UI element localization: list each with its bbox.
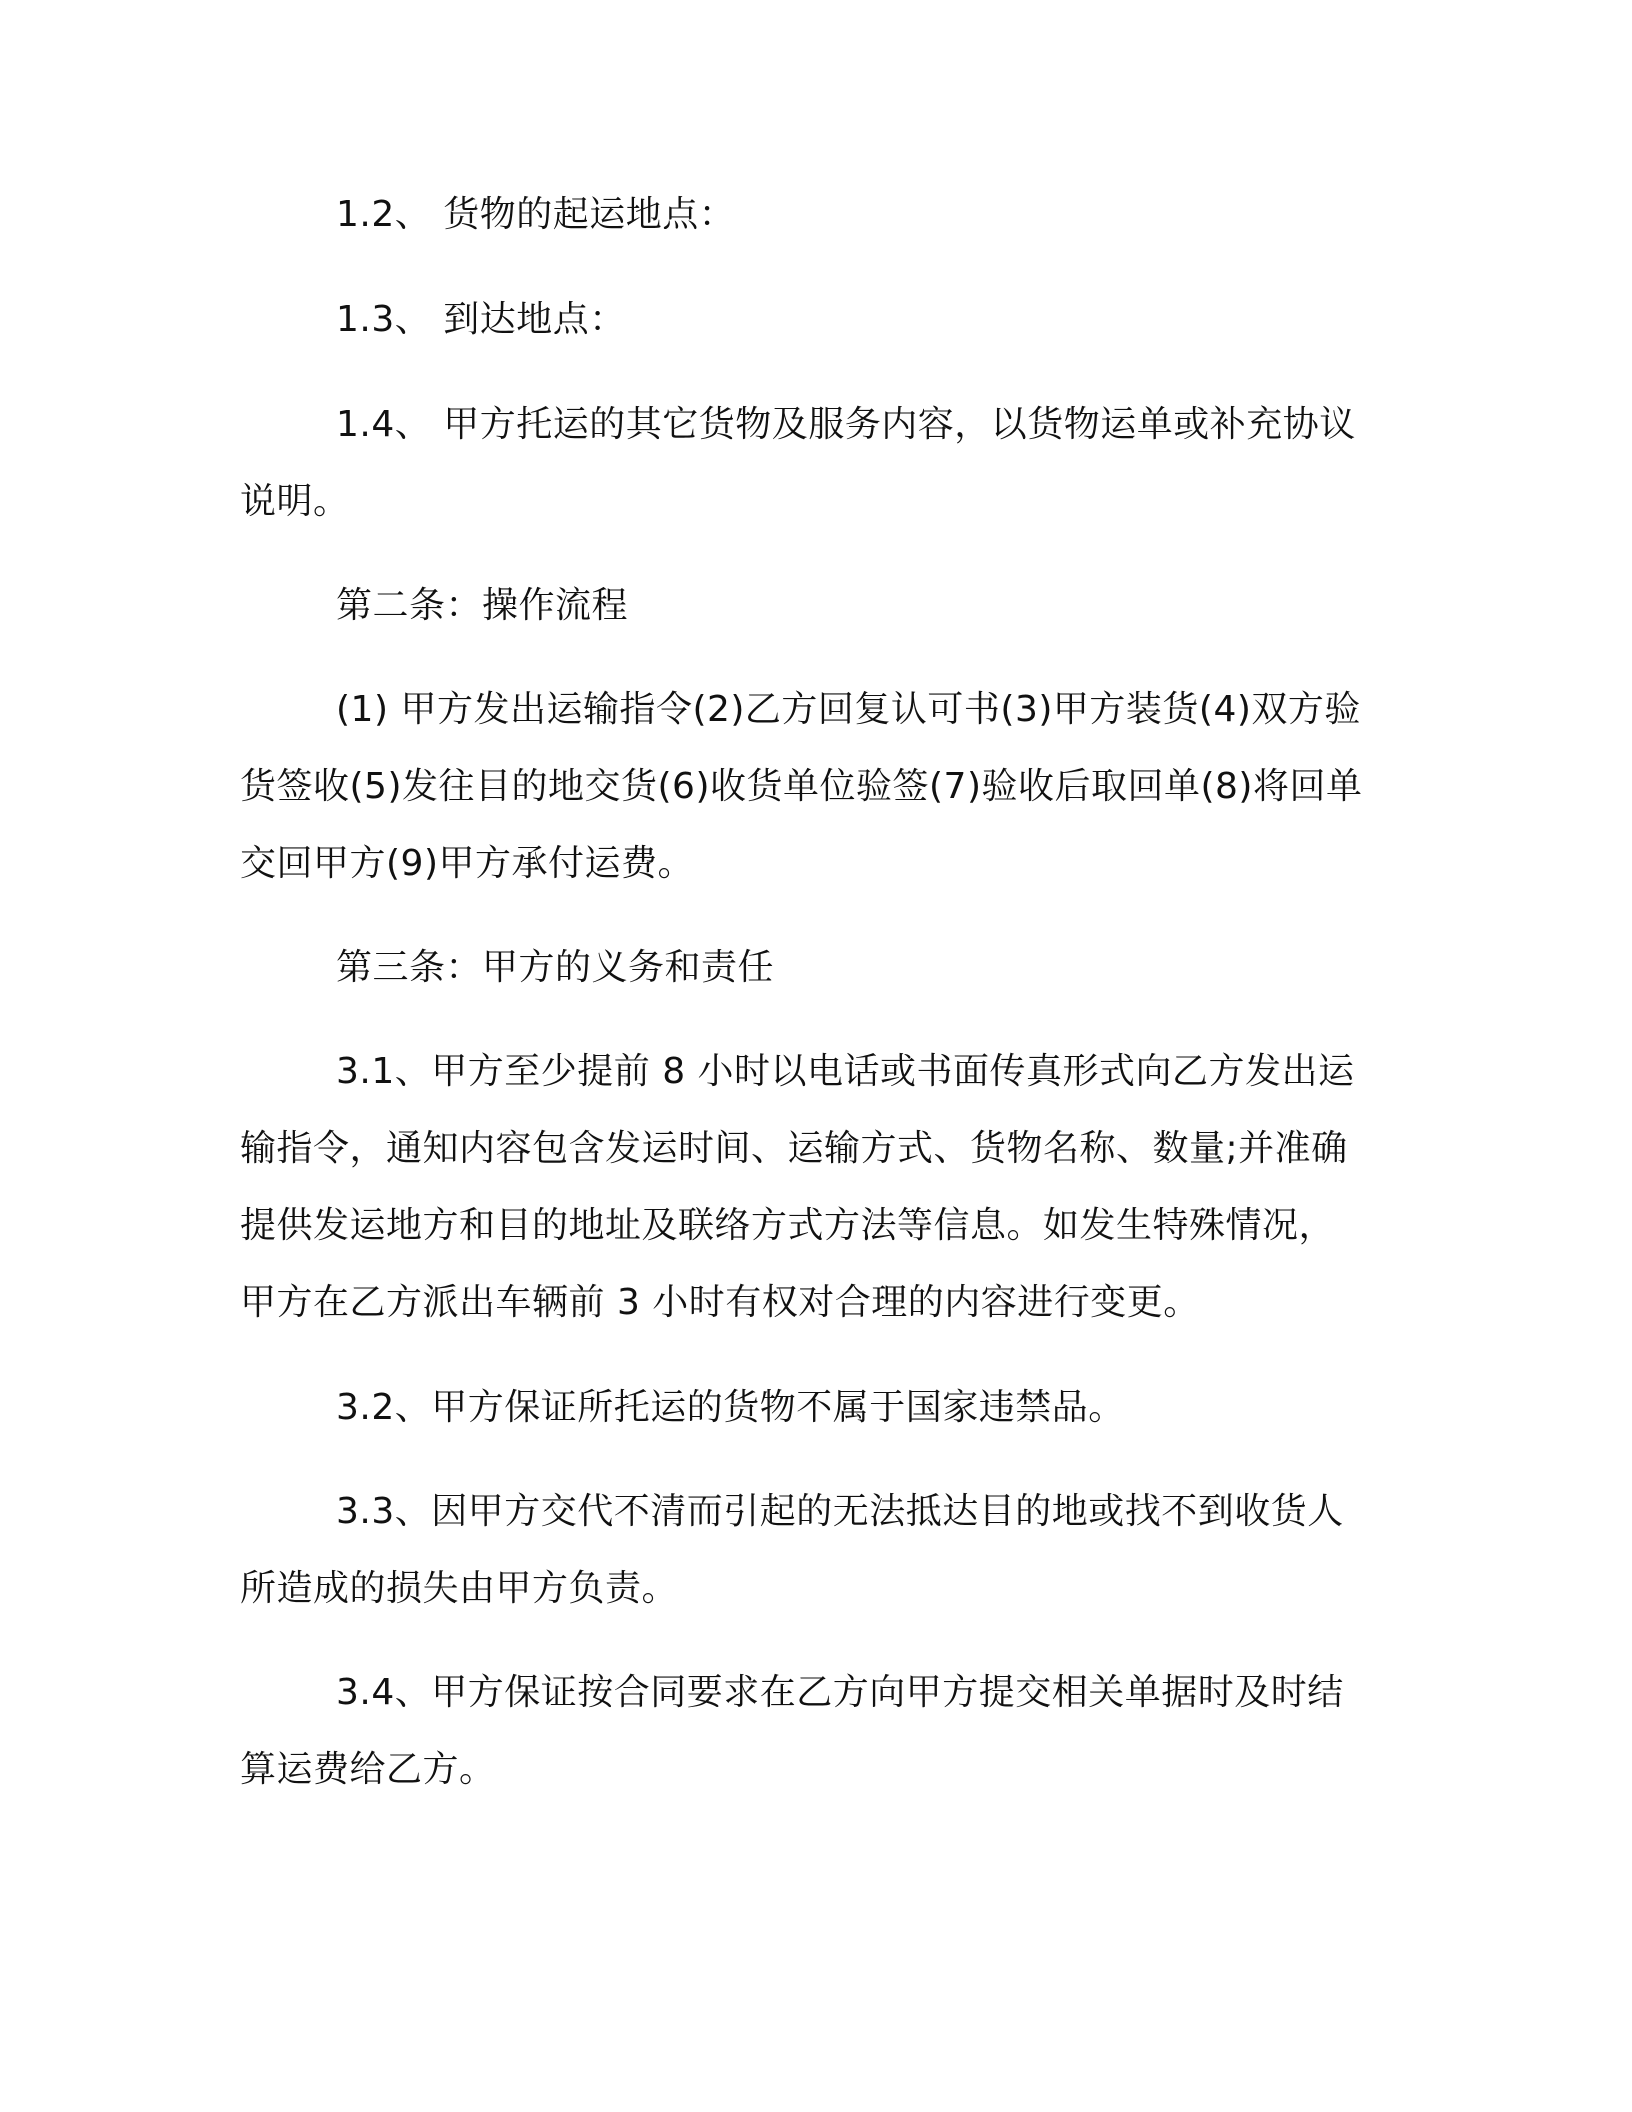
- article-3-heading: 第三条：甲方的义务和责任: [336, 947, 775, 988]
- clause-1-4-paragraph: 1.4、 甲方托运的其它货物及服务内容，以货物运单或补充协议说明。: [240, 404, 1356, 522]
- clause-3-2-paragraph: 3.2、甲方保证所托运的货物不属于国家违禁品。: [336, 1387, 1125, 1428]
- clause-3-1-paragraph: 3.1、甲方至少提前 8 小时以电话或书面传真形式向乙方发出运输指令，通知内容包含发运时间、运输方式、货物名称、数量;并准确提供发运地方和目的地址及联络方式方法等信息。如发生特殊情况，甲方在乙方派出车辆前 3 小时有权对合理的内容进行变更。: [240, 1051, 1355, 1323]
- clause-1-2-paragraph: 1.2、 货物的起运地点：: [336, 194, 736, 235]
- article-2-process-paragraph: (1) 甲方发出运输指令(2)乙方回复认可书(3)甲方装货(4)双方验货签收(5)发往目的地交货(6)收货单位验签(7)验收后取回单(8)将回单交回甲方(9)甲方承付运费。: [240, 689, 1363, 884]
- article-2-heading: 第二条：操作流程: [336, 585, 629, 626]
- clause-3-4-paragraph: 3.4、甲方保证按合同要求在乙方向甲方提交相关单据时及时结算运费给乙方。: [240, 1672, 1344, 1790]
- clause-3-3-paragraph: 3.3、因甲方交代不清而引起的无法抵达目的地或找不到收货人所造成的损失由甲方负责。: [240, 1491, 1344, 1609]
- clause-1-3-paragraph: 1.3、 到达地点：: [336, 299, 626, 340]
